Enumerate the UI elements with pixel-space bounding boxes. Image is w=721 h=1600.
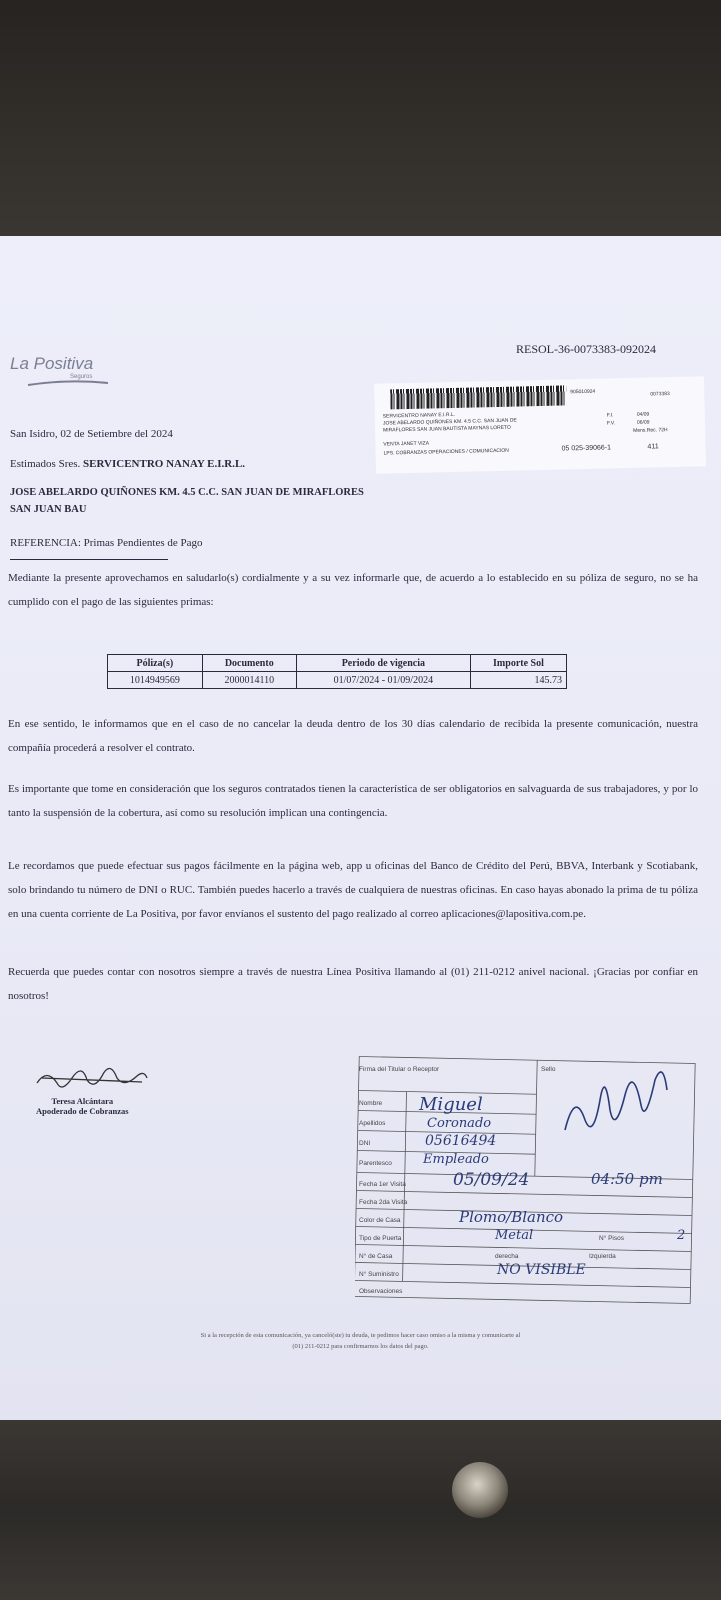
table-row: 1014949569 2000014110 01/07/2024 - 01/09/2024 145.73 bbox=[108, 672, 567, 689]
table-header-row: Póliza(s) Documento Periodo de vigencia Importe Sol bbox=[108, 655, 567, 672]
barcode-icon bbox=[390, 385, 566, 409]
meter-number: NO VISIBLE bbox=[497, 1262, 586, 1278]
footer-note: Si a la recepción de esta comunicación, ya canceló(ste) tu deuda, te pedimos hacer caso omiso a la misma y comunicarte al (01) 211-0212 para confirmarnos los datos del pago. bbox=[200, 1332, 521, 1350]
receiver-name: Miguel bbox=[419, 1094, 483, 1115]
la-positiva-logo: La Positiva Seguros bbox=[10, 354, 110, 394]
receiver-relationship: Empleado bbox=[423, 1152, 489, 1167]
handwritten-signature-icon bbox=[555, 1050, 675, 1150]
house-color: Plomo/Blanco bbox=[459, 1208, 564, 1226]
letter-date: San Isidro, 02 de Setiembre del 2024 bbox=[10, 428, 173, 440]
signature-icon bbox=[32, 1048, 152, 1098]
premiums-table bbox=[107, 654, 567, 689]
intro-paragraph: Mediante la presente aprovechamos en saludarlo(s) cordialmente y a su vez informarle que, de acuerdo a lo establecido en su póliza de seguro, no se ha cumplido con el pago de las siguientes primas: bbox=[8, 572, 698, 608]
visit-time: 04:50 pm bbox=[591, 1170, 663, 1188]
logo-swoosh-icon bbox=[28, 380, 108, 386]
address: JOSE ABELARDO QUIÑONES KM. 4.5 C.C. SAN JUAN DE MIRAFLORES SAN JUAN BAU bbox=[10, 487, 364, 515]
paragraph-contact: Recuerda que puedes contar con nosotros siempre a través de nuestra Línea Positiva llamando al (01) 211-0212 anivel nacional. ¡Gracias por confiar en nosotros! bbox=[8, 966, 698, 1002]
greeting: Estimados Sres. SERVICENTRO NANAY E.I.R.L. bbox=[10, 458, 246, 470]
floors-count: 2 bbox=[677, 1228, 686, 1243]
background-top bbox=[0, 0, 721, 240]
letter-page bbox=[0, 236, 721, 1426]
paragraph-obligations: Es importante que tome en consideración que los seguros contratados tienen la característica de ser obligatorios en salvaguarda de sus trabajadores, y por lo tanto la suspensión de la cobertura, así como su resolución implican una contingencia. bbox=[8, 783, 698, 819]
receiver-surname: Coronado bbox=[427, 1116, 492, 1131]
paragraph-payments: Le recordamos que puede efectuar sus pagos fácilmente en la página web, app u oficinas del Banco de Crédito del Perú, BBVA, Interbank y Scotiabank, solo brindando tu número de DNI o RUC. También puedes hacerlo a través de cualquiera de nuestras oficinas. En caso hayas abonado la prima de tu póliza en una cuenta corriente de La Positiva, por favor envíanos el sustento del pago realizado al correo aplicaciones@lapositiva.com.pe. bbox=[8, 860, 698, 920]
background-bottom bbox=[0, 1420, 721, 1600]
door-type: Metal bbox=[495, 1228, 534, 1243]
bolt-icon bbox=[452, 1462, 508, 1518]
reference-line: REFERENCIA: Primas Pendientes de Pago bbox=[10, 537, 203, 549]
visit-date: 05/09/24 bbox=[453, 1170, 530, 1190]
receipt-stamp: Firma del Titular o Receptor Sello Nombre Apellidos DNI Parentesco Fecha 1er Visita Fecha 2da Visita Color de Casa Tipo de Puerta N° Pisos N° de Casa derecha Izquierda N° Suministro Observaciones Miguel Coronado 05616494 Empleado 05/09/24 04:50 pm Plomo/Blanco Metal 2 NO VISIBLE bbox=[355, 1036, 700, 1306]
paragraph-resolution: En ese sentido, le informamos que en el caso de no cancelar la deuda dentro de los 30 días calendario de recibida la presente comunicación, nuestra compañía procederá a resolver el contrato. bbox=[8, 718, 698, 754]
divider bbox=[10, 559, 168, 560]
resolution-number: RESOL-36-0073383-092024 bbox=[516, 342, 656, 356]
receiver-dni: 05616494 bbox=[425, 1133, 497, 1149]
mailing-label: 905010924 0073383 SERVICENTRO NANAY E.I.R.L. JOSE ABELARDO QUIÑONES KM. 4.5 C.C. SAN JUAN DE MIRAFLORES SAN JUAN BAUTISTA MAYNAS LORETO F.I. 04/09 F.V. 06/09 Mens.Rec. 72H VENTA JANET VIZA LPS. COBRANZAS OPERACIONES / COMUNICACION 05 025-39066-1 411 bbox=[374, 376, 706, 473]
signer-block: Teresa Alcántara Apoderado de Cobranzas bbox=[36, 1096, 129, 1116]
company-name: SERVICENTRO NANAY E.I.R.L. bbox=[83, 458, 246, 470]
